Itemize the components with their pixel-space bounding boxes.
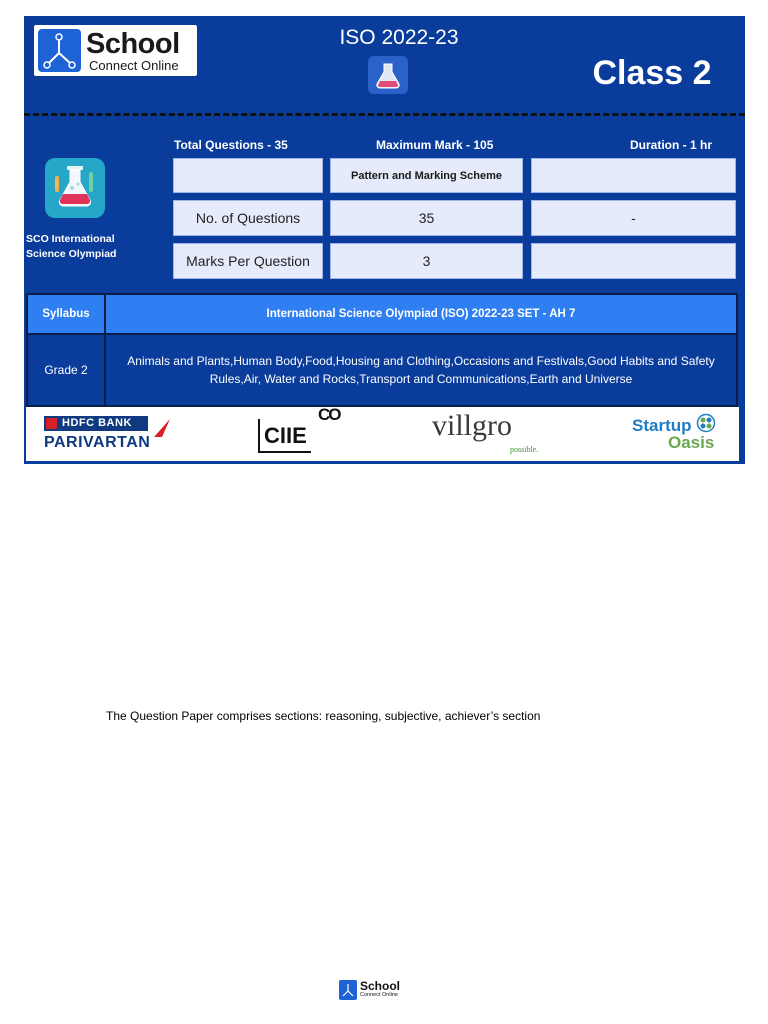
hdfc-mark-icon	[46, 418, 57, 429]
scheme-row-3-label: Marks Per Question	[173, 243, 323, 279]
hdfc-parivartan-logo	[26, 407, 196, 461]
parivartan-swoosh-icon	[152, 417, 174, 439]
flask-icon	[368, 56, 408, 94]
footer-sco-icon	[339, 980, 357, 1000]
header-banner	[24, 16, 745, 464]
startup-text: Startup	[632, 416, 692, 435]
syllabus-topics: Animals and Plants,Human Body,Food,Housing and Clothing,Occasions and Festivals,Good Habits and Safety Rules,Air, Water and Rocks,Transport and Communications,Earth and Universe	[127, 354, 715, 386]
class-label: Class 2	[592, 54, 712, 92]
villgro-text: villgro	[432, 409, 512, 442]
footer-school-text: School	[360, 979, 401, 993]
startup-oasis-globe-icon	[696, 413, 716, 433]
science-flask-icon	[45, 158, 105, 218]
question-paper-note: The Question Paper comprises sections: reasoning, subjective, achiever’s section	[106, 709, 541, 723]
dashed-divider	[24, 113, 745, 116]
sponsor-logos	[26, 407, 739, 461]
logo-tagline: Connect Online	[89, 58, 179, 73]
grade-label: Grade 2	[28, 335, 106, 405]
sco-logo-icon	[38, 29, 81, 72]
ciie-co-text: CO	[318, 405, 340, 424]
scheme-row-1-value: Pattern and Marking Scheme	[330, 158, 523, 193]
footer-tagline: Connect Online	[360, 992, 398, 998]
page-title: ISO 2022-23	[339, 26, 459, 49]
maximum-mark: Maximum Mark - 105	[376, 138, 494, 152]
scheme-row-1-label	[173, 158, 323, 193]
scheme-row-2-value: 35	[330, 200, 523, 236]
ciie-logo	[258, 407, 378, 461]
duration: Duration - 1 hr	[630, 138, 713, 152]
syllabus-row	[26, 293, 738, 335]
scheme-row-3-extra	[531, 243, 736, 279]
syllabus-label: Syllabus	[28, 295, 106, 333]
school-connect-logo	[34, 25, 197, 76]
grade-row	[26, 335, 738, 407]
hdfc-text: HDFC BANK	[62, 417, 132, 429]
syllabus-set-title: International Science Olympiad (ISO) 2022-23 SET - AH 7	[266, 308, 576, 320]
scheme-row-2-label: No. of Questions	[173, 200, 323, 236]
footer-logo	[339, 979, 405, 1003]
logo-school-text: School	[86, 28, 180, 60]
startup-oasis-logo	[630, 407, 730, 461]
oasis-text: Oasis	[668, 433, 715, 452]
parivartan-text: PARIVARTAN	[44, 434, 151, 451]
scheme-row-2-extra: -	[531, 200, 736, 236]
villgro-tagline: possible.	[510, 445, 539, 454]
scheme-row-1-extra	[531, 158, 736, 193]
total-questions: Total Questions - 35	[174, 138, 288, 152]
scheme-row-3-value: 3	[330, 243, 523, 279]
ciie-text: CIIE	[264, 423, 307, 448]
villgro-logo	[432, 407, 572, 461]
olympiad-name: SCO International Science Olympiad	[26, 233, 117, 260]
hdfc-bar	[44, 416, 148, 431]
